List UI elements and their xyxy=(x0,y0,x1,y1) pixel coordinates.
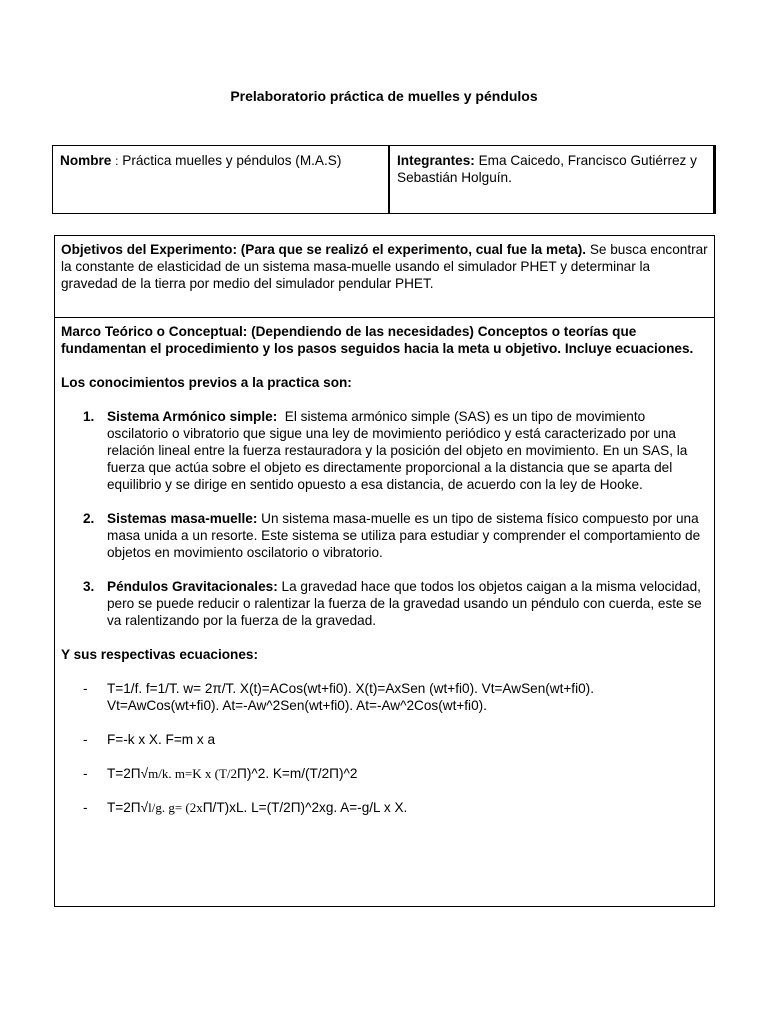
equation-text-start: T=2Π√ xyxy=(107,800,149,815)
main-table xyxy=(54,235,715,907)
item-text: Un sistema masa-muelle es un tipo de sistema físico compuesto por una masa unida a un resorte. Este sistema se utiliza para estudiar y comprender el comportamiento de objetos en movimiento oscilatorio o vibratorio. xyxy=(107,511,701,560)
item-term: Sistema Armónico simple: xyxy=(107,409,278,424)
nombre-cell xyxy=(53,146,390,213)
nombre-colon: : xyxy=(115,154,119,168)
nombre-value: Práctica muelles y péndulos (M.A.S) xyxy=(122,153,342,168)
equation-text-end: Π/T)xL. L=(T/2Π)^2xg. A=-g/L x X. xyxy=(202,800,408,815)
item-term: Péndulos Gravitacionales: xyxy=(107,579,278,594)
nombre-label: Nombre xyxy=(60,153,112,168)
item-text: La gravedad hace que todos los objetos caigan a la misma velocidad, pero se puede reducir o ralentizar la fuerza de la gravedad usando un péndulo con cuerda, este se va ralentizando por la fuerza de la gravedad. xyxy=(107,579,702,628)
item-number: 2. xyxy=(83,511,95,526)
header-table xyxy=(52,145,716,214)
equation-text-serif: l/g. g= (2x xyxy=(148,800,203,815)
concepts-list xyxy=(61,408,708,629)
equations-heading: Y sus respectivas ecuaciones: xyxy=(61,647,258,662)
marco-heading: Marco Teórico o Conceptual: (Dependiendo de las necesidades) Conceptos o teorías que fundamentan el procedimiento y los pasos seguidos hacia la meta u objetivo. Incluye ecuaciones. xyxy=(61,324,694,356)
list-item xyxy=(61,510,708,561)
dash-bullet: - xyxy=(83,766,88,781)
equation-item xyxy=(61,680,708,714)
list-item xyxy=(61,408,708,493)
item-text: El sistema armónico simple (SAS) es un tipo de movimiento oscilatorio o vibratorio que sigue una ley de movimiento periódico y está caracterizado por una relación lineal entre la fuerza restauradora y la posición del objeto en movimiento. En un SAS, la fuerza que actúa sobre el objeto es directamente proporcional a la distancia que se aparta del equilibrio y se dirige en sentido opuesto a esa distancia, de acuerdo con la ley de Hooke. xyxy=(107,409,688,492)
list-item xyxy=(61,578,708,629)
equation-text-end: Π)^2. K=m/(T/2Π)^2 xyxy=(237,766,358,781)
previos-heading: Los conocimientos previos a la practica son: xyxy=(61,375,352,390)
dash-bullet: - xyxy=(83,800,88,815)
dash-bullet: - xyxy=(83,732,88,747)
equation-item xyxy=(61,765,708,782)
equation-text: T=1/f. f=1/T. w= 2π/T. X(t)=ACos(wt+fi0). X(t)=AxSen (wt+fi0). Vt=AwSen(wt+fi0). Vt=AwCos(wt+fi0). At=-Aw^2Sen(wt+fi0). At=-Aw^2Cos(wt+fi0). xyxy=(107,681,594,713)
objectives-section xyxy=(55,236,714,318)
integrantes-value: Ema Caicedo, Francisco Gutiérrez y Sebastián Holguín. xyxy=(397,153,697,185)
marco-section xyxy=(55,318,714,816)
equation-item xyxy=(61,799,708,816)
equations-list xyxy=(61,680,708,816)
item-number: 3. xyxy=(83,579,95,594)
equation-text-start: T=2Π√ xyxy=(107,766,149,781)
integrantes-label: Integrantes: xyxy=(397,153,475,168)
dash-bullet: - xyxy=(83,681,88,696)
equation-text-serif: m/k. m=K x (T/2 xyxy=(148,766,238,781)
equation-text: F=-k x X. F=m x a xyxy=(107,732,216,747)
objectives-text: Se busca encontrar la constante de elasticidad de un sistema masa-muelle usando el simulador PHET y determinar la gravedad de la tierra por medio del simulador pendular PHET. xyxy=(61,242,708,291)
document-title: Prelaboratorio práctica de muelles y péndulos xyxy=(230,88,538,104)
item-number: 1. xyxy=(83,409,95,424)
integrantes-cell xyxy=(390,146,715,213)
equation-item xyxy=(61,731,708,748)
objectives-heading: Objetivos del Experimento: (Para que se realizó el experimento, cual fue la meta). xyxy=(61,242,587,257)
item-term: Sistemas masa-muelle: xyxy=(107,511,258,526)
